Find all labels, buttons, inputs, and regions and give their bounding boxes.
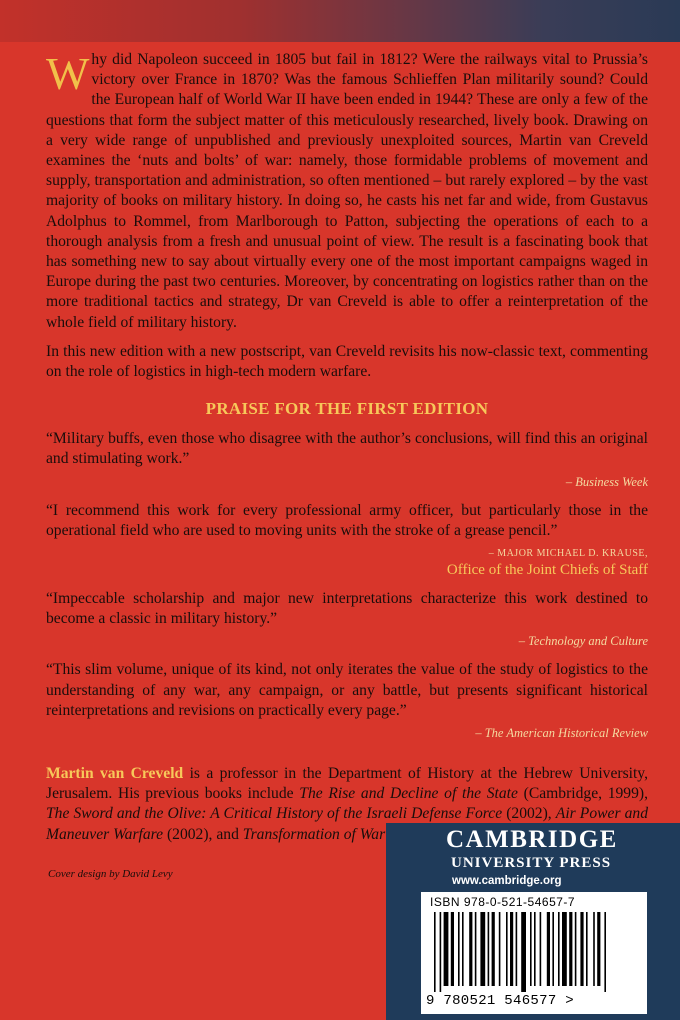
quote-2-source: [46, 545, 648, 579]
drop-cap: W: [46, 48, 90, 99]
publisher-name: CAMBRIDGE: [446, 826, 618, 853]
praise-heading: PRAISE FOR THE FIRST EDITION: [205, 399, 489, 419]
barcode-bar: [444, 912, 449, 986]
quote-2-source-name: – MAJOR MICHAEL D. KRAUSE,: [488, 548, 648, 560]
description-paragraph-2: In this new edition with a new postscript, van Creveld revisits his now-classic text, commenting on the role of logistics in high-tech modern warfare.: [46, 342, 648, 381]
barcode-bar: [580, 912, 583, 986]
quote-4-source: – The American Historical Review: [475, 726, 648, 741]
bio-book-4: Transformation of War: [242, 825, 386, 843]
quote-2: “I recommend this work for every professional army officer, but particularly those in the operational field who are used to moving units with the stroke of a grease pencil.”: [46, 501, 648, 539]
barcode-bar: [499, 912, 501, 986]
barcode-bar: [530, 912, 532, 986]
barcode-bar: [480, 912, 485, 986]
barcode-bar: [458, 912, 460, 986]
barcode-bar: [558, 912, 560, 986]
bio-book-1: The Rise and Decline of the State: [299, 785, 518, 803]
barcode-bar: [462, 912, 464, 986]
barcode-bar: [597, 912, 600, 986]
publisher-subtitle: UNIVERSITY PRESS: [451, 855, 612, 871]
bio-text-1: is a professor in the Department of History at the Hebrew University, Jerusalem. His previous books include: [46, 765, 648, 803]
barcode-bar: [434, 912, 436, 992]
barcode-bar: [562, 912, 567, 986]
quote-1: “Military buffs, even those who disagree with the author’s conclusions, will find this an original and stimulating work.”: [46, 430, 648, 468]
top-gradient-band: [0, 0, 680, 42]
quote-3: “Impeccable scholarship and major new interpretations characterize this work destined to become a classic in military history.”: [46, 590, 648, 628]
barcode-bar: [488, 912, 490, 986]
description-text-1: hy did Napoleon succeed in 1805 but fail in 1812? Were the railways vital to Prussia’s victory over France in 1870? Was the famous Schlieffen Plan militarily sound? Could the European half of World War II have been ended in 1944? These are only a few of the questions that form the subject matter of this meticulously researched, lively book. Drawing on a very wide range of unpublished and previously unexploited sources, Martin van Creveld examines the ‘nuts and bolts’ of war: namely, those formidable problems of movement and supply, transportation and administration, so often mentioned – but rarely explored – by the vast majority of books on military history. In doing so, he casts his net far and wide, from Gustavus Adolphus to Rommel, from Marlborough to Patton, subjecting the operations of each to a thorough analysis from a fresh and unusual point of view. The result is a fascinating book that has something new to say about virtually every one of the most important campaigns waged in Europe during the past two centuries. Moreover, by concentrating on logistics rather than on the more traditional tactics and strategy, Dr van Creveld is able to offer a reinterpretation of the whole field of military history.: [46, 51, 648, 331]
bio-text-2: (Cambridge, 1999),: [517, 785, 648, 803]
barcode-bar: [516, 912, 518, 986]
bio-text-3: (2002),: [502, 805, 556, 823]
barcode-bar: [451, 912, 454, 986]
quote-3-source: – Technology and Culture: [518, 634, 648, 649]
barcode-bar: [604, 912, 606, 992]
cover-design-credit: Cover design by David Levy: [48, 868, 173, 880]
back-cover-text: [46, 50, 648, 845]
barcode-bar: [534, 912, 536, 986]
quote-1-source: – Business Week: [565, 474, 648, 489]
barcode-bar: [547, 912, 550, 986]
barcode-bar: [521, 912, 526, 992]
bio-text-4: (2002), and: [163, 825, 243, 843]
barcode-bar: [506, 912, 508, 986]
bio-book-3: Air Power and Maneuver Warfare: [46, 805, 648, 843]
barcode-bar: [540, 912, 542, 986]
barcode-bar: [586, 912, 588, 986]
barcode-bar: [510, 912, 513, 986]
barcode-graphic: [432, 912, 640, 992]
barcode-bar: [569, 912, 572, 986]
barcode-bar: [440, 912, 442, 992]
barcode-bar: [575, 912, 577, 986]
author-name: Martin van Creveld: [46, 765, 184, 783]
barcode-bar: [469, 912, 472, 986]
barcode-bar: [552, 912, 554, 986]
publisher-url: www.cambridge.org: [452, 875, 562, 887]
quote-2-source-org: Office of the Joint Chiefs of Staff: [446, 562, 648, 579]
barcode-bar: [492, 912, 495, 986]
description-paragraph-1: [46, 50, 648, 333]
barcode-bar: [475, 912, 477, 986]
bio-book-2: The Sword and the Olive: A Critical History of the Israeli Defense Force: [46, 805, 503, 823]
barcode-digits: 9 780521 546577 >: [426, 993, 574, 1009]
barcode-bar: [593, 912, 595, 986]
isbn-text: ISBN 978-0-521-54657-7: [430, 895, 576, 909]
quote-4: “This slim volume, unique of its kind, not only iterates the value of the study of logistics to the understanding of any war, any campaign, or any battle, but presents significant historical reinterpretations and revisions on practically every page.”: [46, 661, 648, 719]
